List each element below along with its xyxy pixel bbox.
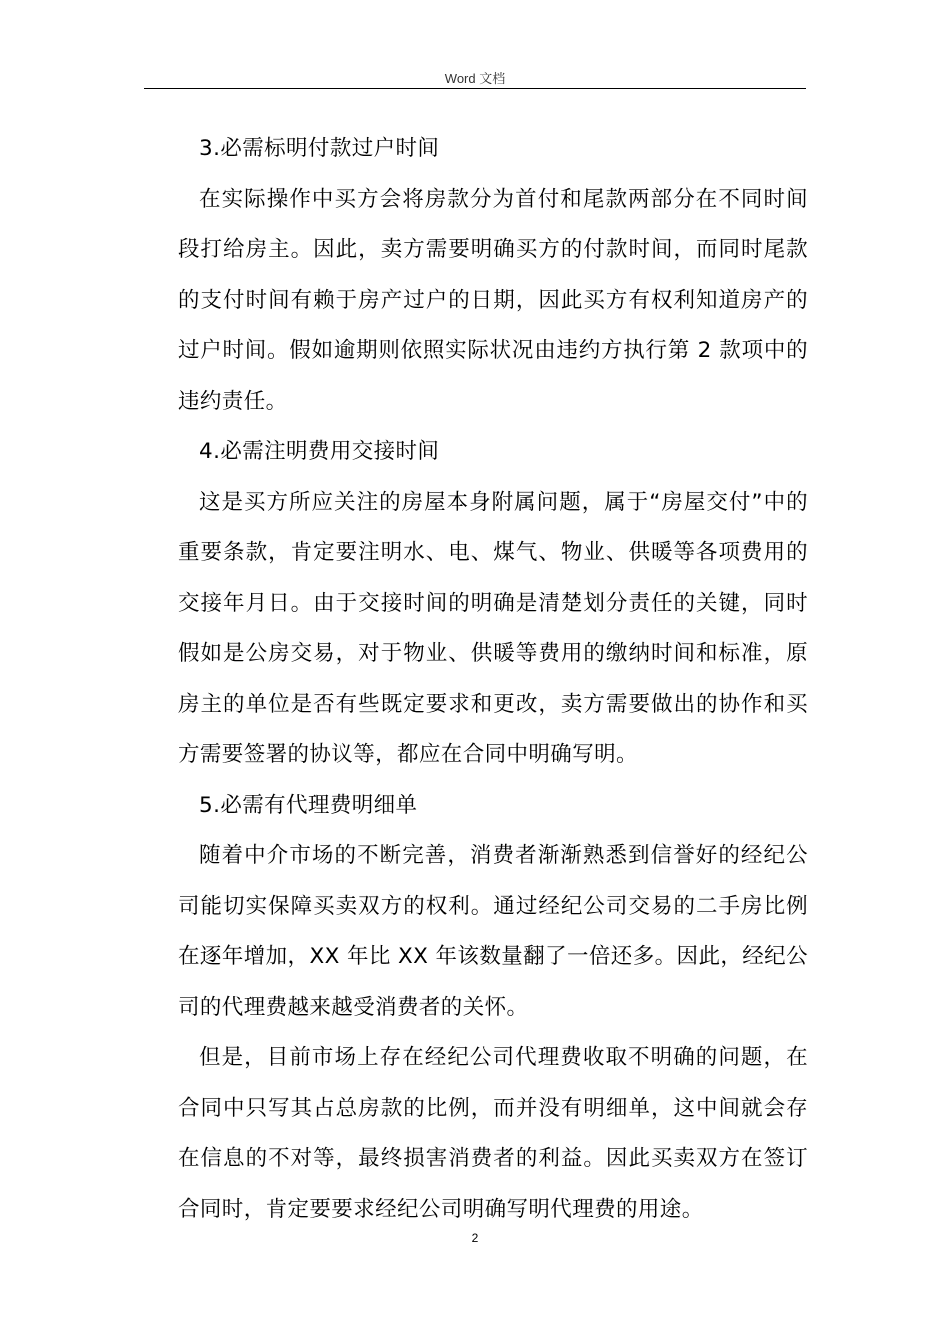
body-paragraph: 这是买方所应关注的房屋本身附属问题，属于“房屋交付”中的重要条款，肯定要注明水、电、煤气、物业、供暖等各项费用的交接年月日。由于交接时间的明确是清楚划分责任的关键，同时假如是公房交易，对于物业、供暖等费用的缴纳时间和标准，原房主的单位是否有些既定要求和更改，卖方需要做出的协作和买方需要签署的协议等，都应在合同中明确写明。 xyxy=(178,489,808,767)
document-body xyxy=(178,124,808,1235)
body-paragraph: 随着中介市场的不断完善，消费者渐渐熟悉到信誉好的经纪公司能切实保障买卖双方的权利。通过经纪公司交易的二手房比例在逐年增加，XX 年比 XX 年该数量翻了一倍还多。因此，经纪公司的代理费越来越受消费者的关怀。 xyxy=(178,843,808,1020)
body-paragraph: 但是，目前市场上存在经纪公司代理费收取不明确的问题，在合同中只写其占总房款的比例，而并没有明细单，这中间就会存在信息的不对等，最终损害消费者的利益。因此买卖双方在签订合同时，肯定要要求经纪公司明确写明代理费的用途。 xyxy=(178,1045,808,1222)
header-divider xyxy=(144,88,806,89)
page-number: 2 xyxy=(471,1231,479,1245)
section-heading-3: 3.必需标明付款过户时间 xyxy=(199,136,440,161)
section-heading-4: 4.必需注明费用交接时间 xyxy=(199,439,440,464)
document-header: Word 文档 xyxy=(444,71,506,86)
section-heading-5: 5.必需有代理费明细单 xyxy=(199,792,418,818)
body-paragraph: 在实际操作中买方会将房款分为首付和尾款两部分在不同时间段打给房主。因此，卖方需要明确买方的付款时间，而同时尾款的支付时间有赖于房产过户的日期，因此买方有权利知道房产的过户时间。假如逾期则依照实际状况由违约方执行第 2 款项中的违约责任。 xyxy=(178,186,808,414)
